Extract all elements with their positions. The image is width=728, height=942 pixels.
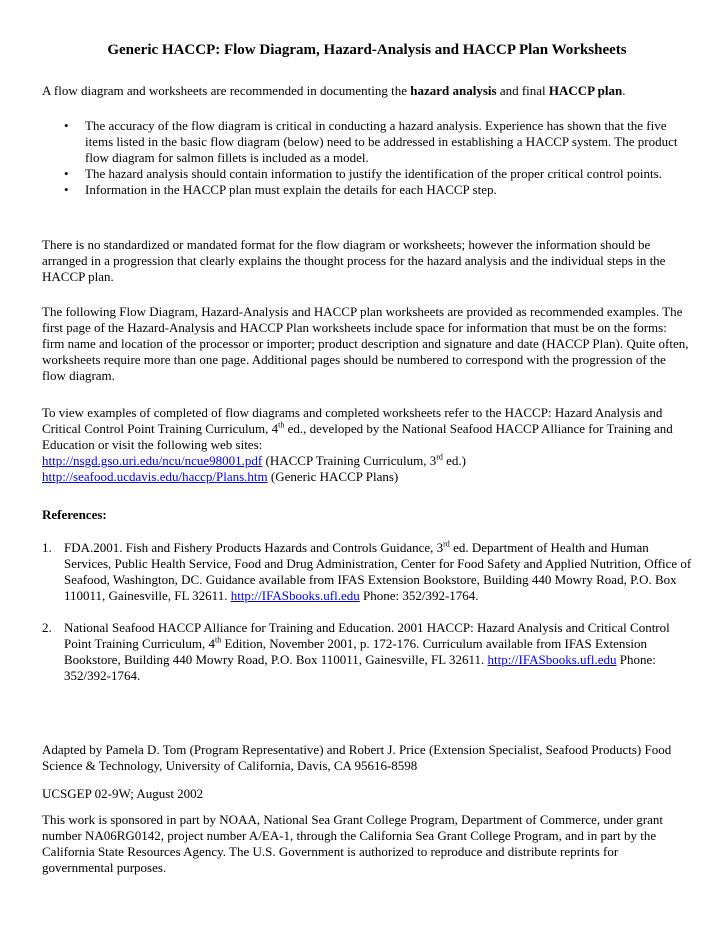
examples-text-end: ed., developed by the National Seafood HACCP Alliance for Training and Education or visit the following web sites: — [42, 421, 673, 452]
intro-text-mid: and final — [496, 83, 549, 98]
curriculum-link[interactable]: http://nsgd.gso.uri.edu/ncu/ncue98001.pdf — [42, 453, 263, 468]
ifas-bookstore-link[interactable]: http://IFASbooks.ufl.edu — [487, 652, 617, 667]
intro-text-end: . — [622, 83, 626, 98]
reference-sup: th — [214, 635, 222, 645]
list-item — [42, 118, 692, 166]
publication-id: UCSGEP 02-9W; August 2002 — [42, 786, 204, 801]
worksheets-paragraph: The following Flow Diagram, Hazard-Analysis and HACCP plan worksheets are provided as recommended examples. The first page of the Hazard-Analysis and HACCP Plan worksheets include space for information that must be on the forms: firm name and location of the processor or importer; product description and signature and date (HACCP Plan). Quite often, worksheets require more than one page. Additional pages should be numbered to correspond with the progression of the flow diagram. — [42, 304, 689, 383]
reference-phone: Phone: 352/392-1764. — [64, 652, 656, 683]
examples-text: To view examples of completed of flow diagrams and completed worksheets refer to the HACCP: Hazard Analysis and Critical Control Point Training Curriculum, 4 — [42, 405, 663, 436]
page-title: Generic HACCP: Flow Diagram, Hazard-Analysis and HACCP Plan Worksheets — [107, 42, 627, 58]
reference-text-cont: Edition, November 2001, p. 172-176. Curriculum available from IFAS Extension Bookstore, Building 440 Mowry Road, P.O. Box 110011, Gainesville, FL 32611. — [64, 636, 648, 667]
reference-text-cont: ed. Department of Health and Human Services, Public Health Service, Food and Drug Administration, Center for Food Safety and Applied Nutrition, Office of Seafood, Washington, DC. Guidance available from IFAS Extension Bookstore, Building 440 Mowry Road, P.O. Box 110011, Gainesville, FL 32611. — [64, 540, 692, 603]
bullet-icon: • — [64, 182, 69, 197]
intro-text: A flow diagram and worksheets are recommended in documenting the — [42, 83, 411, 98]
bullet-text: The accuracy of the flow diagram is critical in conducting a hazard analysis. Experience has shown that the five items listed in the basic flow diagram (below) need to be addressed in establishing a HACCP system. The product flow diagram for salmon fillets is included as a model. — [85, 118, 678, 165]
link1-note-end: ed.) — [442, 453, 466, 468]
adapted-by-paragraph: Adapted by Pamela D. Tom (Program Representative) and Robert J. Price (Extension Specialist, Seafood Products) Food Science & Technology, University of California, Davis, CA 95616-8598 — [42, 742, 672, 773]
link1-note-sup: rd — [436, 452, 443, 462]
references-list — [42, 540, 692, 684]
references-heading: References: — [42, 507, 107, 522]
reference-number: 1. — [42, 540, 52, 555]
link1-note: (HACCP Training Curriculum, 3 — [262, 453, 437, 468]
reference-item — [42, 540, 692, 604]
examples-sup: th — [278, 420, 285, 430]
reference-text: FDA.2001. Fish and Fishery Products Hazards and Controls Guidance, 3 — [64, 540, 444, 555]
examples-paragraph — [42, 405, 692, 485]
intro-paragraph — [42, 83, 692, 99]
sponsor-paragraph: This work is sponsored in part by NOAA, National Sea Grant College Program, Department of Commerce, under grant number NA06RG0142, project number A/EA-1, through the California Sea Grant College Program, and in part by the California State Resources Agency. The U.S. Government is authorized to reproduce and distribute reprints for governmental purposes. — [42, 812, 663, 875]
bullet-text: The hazard analysis should contain information to justify the identification of the proper critical control points. — [85, 166, 662, 181]
intro-bold-hazard-analysis: hazard analysis — [410, 83, 497, 98]
format-paragraph: There is no standardized or mandated format for the flow diagram or worksheets; however the information should be arranged in a progression that clearly explains the thought process for the hazard analysis and the individual steps in the HACCP plan. — [42, 237, 666, 284]
reference-phone: Phone: 352/392-1764. — [359, 588, 479, 603]
reference-item — [42, 620, 692, 684]
ifas-bookstore-link[interactable]: http://IFASbooks.ufl.edu — [230, 588, 360, 603]
list-item — [42, 166, 692, 182]
bullet-text: Information in the HACCP plan must explain the details for each HACCP step. — [85, 182, 497, 197]
reference-sup: rd — [443, 539, 450, 549]
list-item — [42, 182, 692, 198]
bullet-list — [42, 118, 692, 198]
bullet-icon: • — [64, 166, 69, 181]
bullet-icon: • — [64, 118, 69, 133]
reference-number: 2. — [42, 620, 52, 635]
reference-text: National Seafood HACCP Alliance for Training and Education. 2001 HACCP: Hazard Analysis and Critical Control Point Training Curriculum, 4 — [64, 620, 670, 651]
intro-bold-haccp-plan: HACCP plan — [548, 83, 623, 98]
haccp-plans-link[interactable]: http://seafood.ucdavis.edu/haccp/Plans.htm — [42, 469, 268, 484]
link2-note: (Generic HACCP Plans) — [267, 469, 399, 484]
